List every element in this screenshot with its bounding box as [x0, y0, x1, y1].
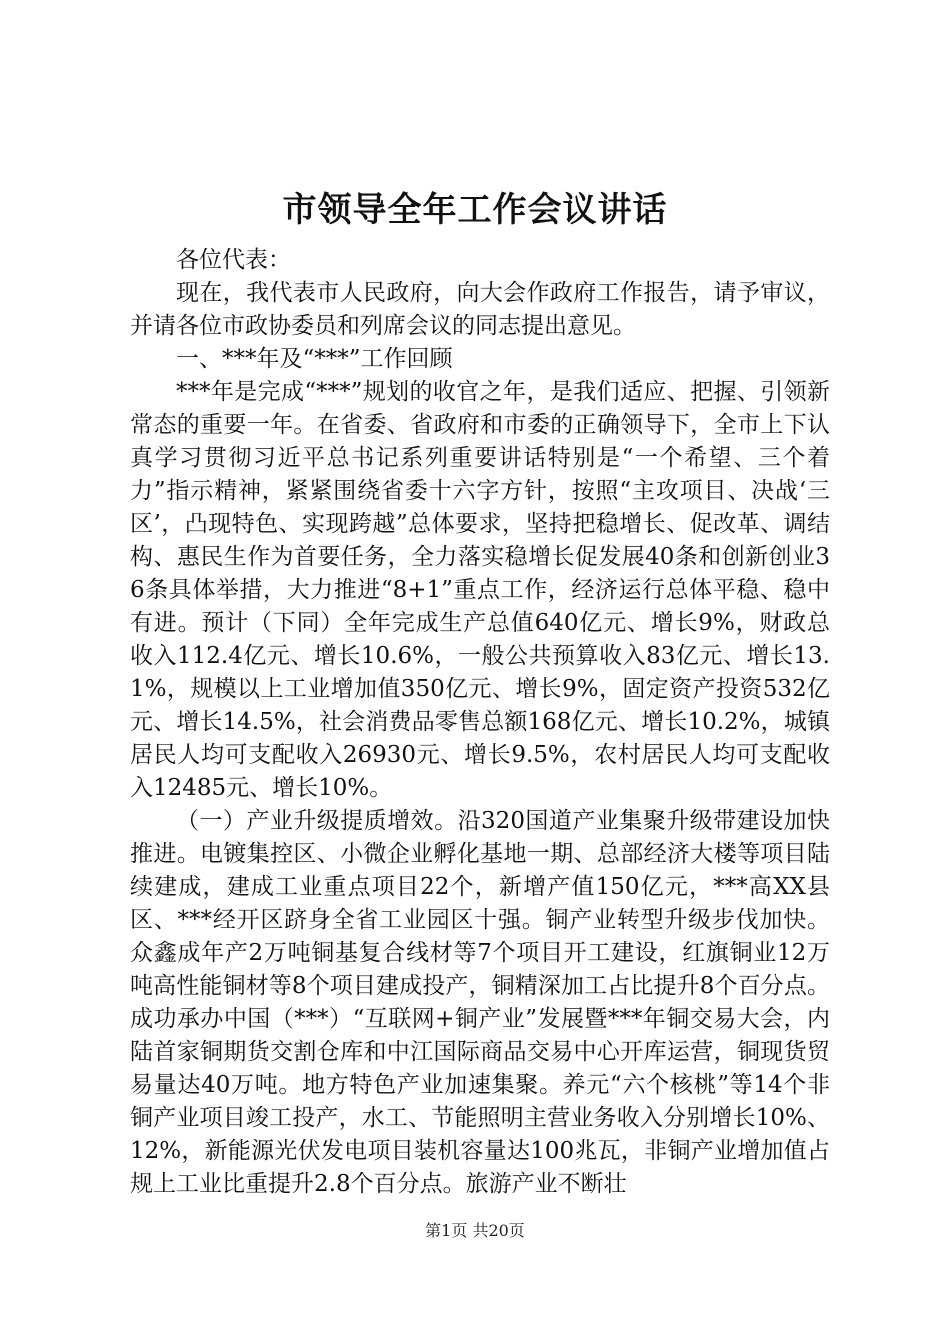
opening-paragraph: 现在，我代表市人民政府，向大会作政府工作报告，请予审议，并请各位市政协委员和列席会议的同志提出意见。 — [130, 280, 830, 339]
document-body — [130, 244, 830, 1201]
document-title: 市领导全年工作会议讲话 — [282, 190, 668, 230]
industry-paragraph: （一）产业升级提质增效。沿320国道产业集聚升级带建设加快推进。电镀集控区、小微企业孵化基地一期、总部经济大楼等项目陆续建成，建成工业重点项目22个，新增产值150亿元，***高XX县区、***经开区跻身全省工业园区十强。铜产业转型升级步伐加快。众鑫成年产2万吨铜基复合线材等7个项目开工建设，红旗铜业12万吨高性能铜材等8个项目建成投产，铜精深加工占比提升8个百分点。成功承办中国（***）“互联网+铜产业”发展暨***年铜交易大会，内陆首家铜期货交割仓库和中江国际商品交易中心开库运营，铜现货贸易量达40万吨。地方特色产业加速集聚。养元“六个核桃”等14个非铜产业项目竣工投产，水工、节能照明主营业务收入分别增长10%、12%，新能源光伏发电项目装机容量达100兆瓦，非铜产业增加值占规上工业比重提升2.8个百分点。旅游产业不断壮 — [130, 808, 830, 1197]
page-footer: 第1页 共20页 — [425, 1221, 525, 1240]
section-heading: 一、***年及“***”工作回顾 — [176, 346, 453, 372]
review-paragraph: ***年是完成“***”规划的收官之年，是我们适应、把握、引领新常态的重要一年。在省委、省政府和市委的正确领导下，全市上下认真学习贯彻习近平总书记系列重要讲话特别是“一个希望、三个着力”指示精神，紧紧围绕省委十六字方针，按照“主攻项目、决战‘三区’，凸现特色、实现跨越”总体要求，坚持把稳增长、促改革、调结构、惠民生作为首要任务，全力落实稳增长促发展40条和创新创业36条具体举措，大力推进“8+1”重点工作，经济运行总体平稳、稳中有进。预计（下同）全年完成生产总值640亿元、增长9%，财政总收入112.4亿元、增长10.6%，一般公共预算收入83亿元、增长13.1%，规模以上工业增加值350亿元、增长9%，固定资产投资532亿元、增长14.5%，社会消费品零售总额168亿元、增长10.2%，城镇居民人均可支配收入26930元、增长9.5%，农村居民人均可支配收入12485元、增长10%。 — [130, 379, 830, 801]
salutation-paragraph: 各位代表： — [176, 247, 291, 273]
